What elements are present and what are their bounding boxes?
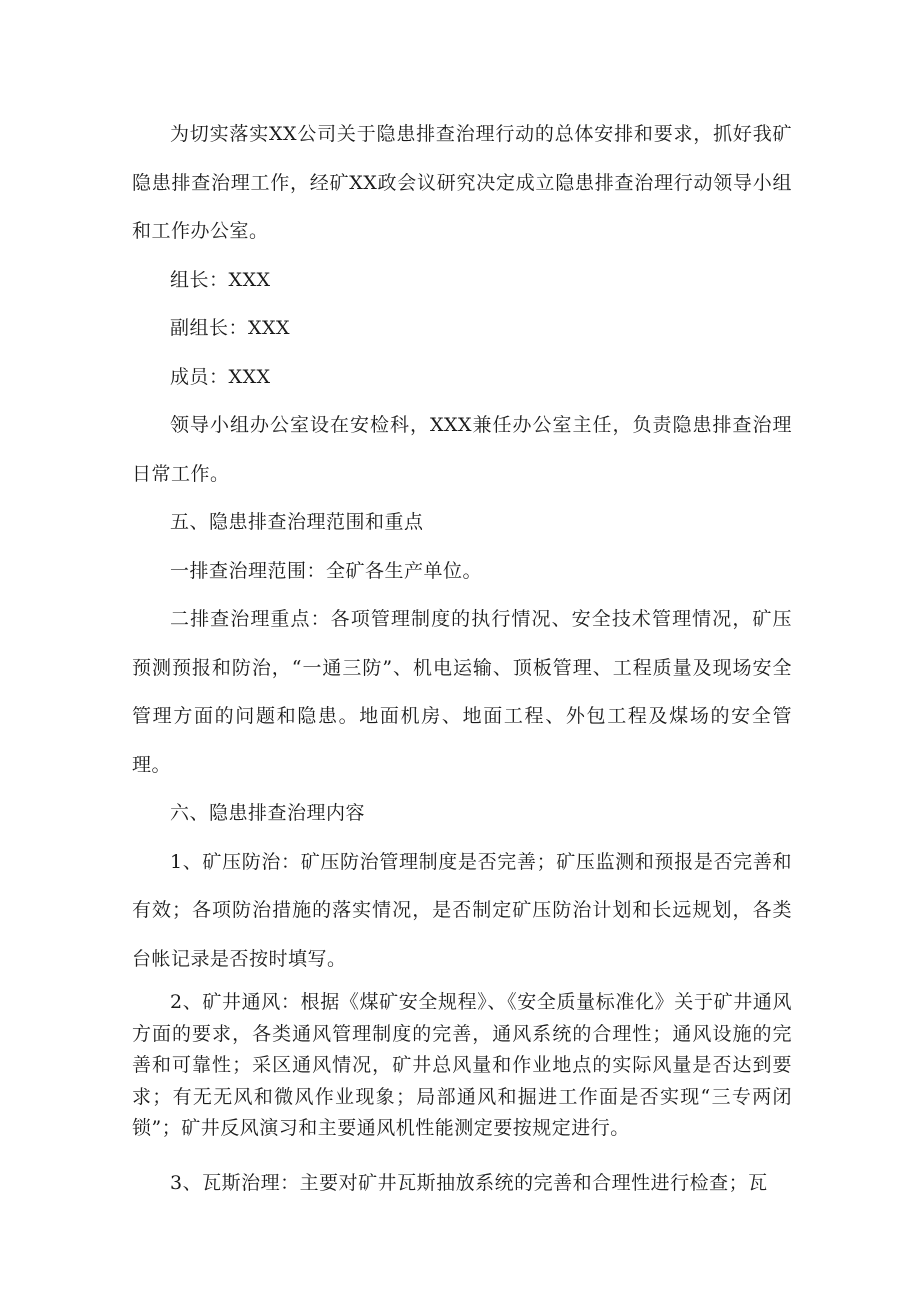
- intro-paragraph: 为切实落实XX公司关于隐患排查治理行动的总体安排和要求，抓好我矿隐患排查治理工作，经矿XX政会议研究决定成立隐患排查治理行动领导小组和工作办公室。: [132, 123, 792, 242]
- document-page: [132, 110, 792, 1207]
- item-2-paragraph: 2、矿井通风：根据《煤矿安全规程》、《安全质量标准化》关于矿井通风方面的要求，各类通风管理制度的完善，通风系统的合理性；通风设施的完善和可靠性；采区通风情况，矿井总风量和作业地点的实际风量是否达到要求；有无无风和微风作业现象；局部通风和掘进工作面是否实现“三专两闭锁”；矿井反风演习和主要通风机性能测定要按规定进行。: [132, 991, 792, 1139]
- members-line: 成员：XXX: [170, 365, 271, 388]
- deputy-leader-line: 副组长：XXX: [170, 317, 291, 339]
- office-paragraph: 领导小组办公室设在安检科，XXX兼任办公室主任，负责隐患排查治理日常工作。: [132, 414, 792, 485]
- spacer: [132, 1145, 792, 1159]
- focus-paragraph: 二排查治理重点：各项管理制度的执行情况、安全技术管理情况，矿压预测预报和防治，“一通三防”、机电运输、顶板管理、工程质量及现场安全管理方面的问题和隐患。地面机房、地面工程、外包工程及煤场的安全管理。: [132, 608, 792, 776]
- scope-paragraph: 一排查治理范围：全矿各生产单位。: [170, 559, 483, 582]
- section-five-heading: 五、隐患排查治理范围和重点: [170, 511, 424, 533]
- group-leader-line: 组长：XXX: [170, 268, 271, 291]
- item-3-paragraph: 3、瓦斯治理：主要对矿井瓦斯抽放系统的完善和合理性进行检查；瓦: [170, 1171, 768, 1194]
- item-1-paragraph: 1、矿压防治：矿压防治管理制度是否完善；矿压监测和预报是否完善和有效；各项防治措施的落实情况，是否制定矿压防治计划和长远规划，各类台帐记录是否按时填写。: [132, 850, 792, 970]
- section-six-heading: 六、隐患排查治理内容: [170, 802, 366, 824]
